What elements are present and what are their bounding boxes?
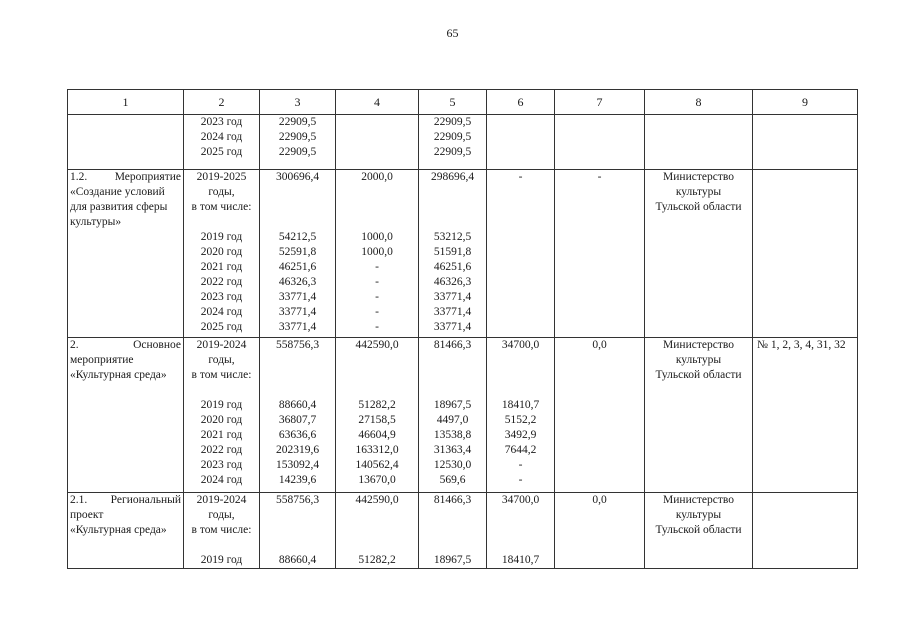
column-header: 5 bbox=[419, 90, 487, 115]
cell-line: 34700,0 bbox=[501, 339, 540, 351]
cell-federal bbox=[336, 338, 419, 493]
cell-line: 140562,4 bbox=[355, 459, 399, 471]
cell-name bbox=[68, 493, 184, 569]
cell-line: Тульской области bbox=[655, 524, 742, 536]
cell-line bbox=[262, 368, 333, 383]
cell-line: годы, bbox=[208, 186, 235, 198]
cell-line: 14239,6 bbox=[278, 474, 317, 486]
cell-line: 3492,9 bbox=[504, 429, 537, 441]
column-number-row bbox=[68, 90, 858, 115]
cell-line bbox=[338, 383, 416, 398]
column-header: 1 bbox=[68, 90, 184, 115]
cell-line: в том числе: bbox=[191, 369, 252, 381]
cell-line: 2024 год bbox=[200, 306, 243, 318]
cell-total bbox=[260, 170, 336, 338]
cell-line bbox=[262, 383, 333, 398]
cell-executor bbox=[645, 338, 753, 493]
cell-line bbox=[338, 115, 416, 130]
cell-line bbox=[421, 200, 484, 215]
cell-line: 53212,5 bbox=[433, 231, 472, 243]
cell-line: 54212,5 bbox=[278, 231, 317, 243]
cell-line: 2025 год bbox=[200, 321, 243, 333]
cell-line: 22909,5 bbox=[433, 131, 472, 143]
cell-regional bbox=[419, 115, 487, 170]
cell-line: 2019-2024 bbox=[196, 494, 247, 506]
cell-line bbox=[489, 383, 552, 398]
cell-extra bbox=[555, 493, 645, 569]
cell-line: 88660,4 bbox=[278, 554, 317, 566]
cell-local bbox=[487, 170, 555, 338]
cell-name bbox=[68, 338, 184, 493]
cell-line: 46251,6 bbox=[278, 261, 317, 273]
cell-line: 2025 год bbox=[200, 146, 243, 158]
cell-line: - bbox=[518, 171, 523, 183]
cell-line bbox=[421, 368, 484, 383]
cell-line bbox=[338, 523, 416, 538]
cell-line: 2019 год bbox=[200, 554, 243, 566]
cell-line: 34700,0 bbox=[501, 494, 540, 506]
table-row bbox=[68, 493, 858, 569]
cell-line: 33771,4 bbox=[433, 321, 472, 333]
cell-line: 81466,3 bbox=[433, 339, 472, 351]
column-header: 6 bbox=[487, 90, 555, 115]
cell-line: «Создание условий bbox=[70, 186, 165, 198]
cell-line: - bbox=[375, 291, 379, 303]
cell-line: 81466,3 bbox=[433, 494, 472, 506]
cell-line: в том числе: bbox=[191, 201, 252, 213]
cell-line bbox=[421, 508, 484, 523]
cell-line: 46251,6 bbox=[433, 261, 472, 273]
cell-line: 33771,4 bbox=[433, 291, 472, 303]
cell-regional bbox=[419, 493, 487, 569]
cell-line: «Культурная среда» bbox=[70, 369, 167, 381]
cell-line: культуры bbox=[675, 186, 722, 198]
cell-line: 2020 год bbox=[200, 414, 243, 426]
cell-line: 2. Основное bbox=[70, 339, 181, 351]
cell-line: 33771,4 bbox=[278, 306, 317, 318]
column-header: 3 bbox=[260, 90, 336, 115]
cell-line: 7644,2 bbox=[504, 444, 537, 456]
cell-executor bbox=[645, 115, 753, 170]
cell-line bbox=[421, 383, 484, 398]
cell-name bbox=[68, 115, 184, 170]
cell-line: 2022 год bbox=[200, 444, 243, 456]
cell-line: мероприятие bbox=[70, 354, 134, 366]
cell-line: культуры bbox=[675, 354, 722, 366]
table-row bbox=[68, 170, 858, 338]
cell-line: Министерство bbox=[663, 494, 734, 506]
cell-line: 569,6 bbox=[439, 474, 466, 486]
cell-line bbox=[186, 215, 257, 230]
cell-line bbox=[262, 508, 333, 523]
cell-line bbox=[186, 383, 257, 398]
cell-line: для развития сферы bbox=[70, 201, 168, 213]
cell-line: 558756,3 bbox=[275, 494, 320, 506]
cell-local bbox=[487, 115, 555, 170]
cell-line: 2024 год bbox=[200, 131, 243, 143]
cell-line: проект bbox=[70, 509, 104, 521]
cell-line bbox=[338, 215, 416, 230]
cell-federal bbox=[336, 115, 419, 170]
cell-line: 46604,9 bbox=[358, 429, 396, 441]
cell-line bbox=[421, 353, 484, 368]
cell-line: 558756,3 bbox=[275, 339, 320, 351]
cell-line: 46326,3 bbox=[433, 276, 472, 288]
cell-line bbox=[262, 538, 333, 553]
cell-executor bbox=[645, 170, 753, 338]
cell-indicators bbox=[753, 338, 858, 493]
cell-line bbox=[338, 353, 416, 368]
cell-line: 1.2. Мероприятие bbox=[70, 171, 181, 183]
cell-line: Тульской области bbox=[655, 369, 742, 381]
cell-line: 88660,4 bbox=[278, 399, 317, 411]
cell-line: - bbox=[375, 306, 379, 318]
cell-line bbox=[262, 523, 333, 538]
cell-line: 13538,8 bbox=[433, 429, 472, 441]
cell-line bbox=[489, 368, 552, 383]
cell-line bbox=[421, 523, 484, 538]
cell-line: 2023 год bbox=[200, 459, 243, 471]
cell-line bbox=[338, 200, 416, 215]
cell-extra bbox=[555, 115, 645, 170]
cell-line bbox=[338, 368, 416, 383]
cell-line: 12530,0 bbox=[433, 459, 472, 471]
cell-regional bbox=[419, 338, 487, 493]
cell-line: 2020 год bbox=[200, 246, 243, 258]
cell-line: культуры» bbox=[70, 216, 122, 228]
cell-line: 33771,4 bbox=[433, 306, 472, 318]
cell-line bbox=[262, 215, 333, 230]
cell-line: - bbox=[375, 261, 379, 273]
cell-extra bbox=[555, 170, 645, 338]
cell-line: Тульской области bbox=[655, 201, 742, 213]
cell-regional bbox=[419, 170, 487, 338]
cell-local bbox=[487, 493, 555, 569]
cell-period bbox=[184, 493, 260, 569]
cell-line: 46326,3 bbox=[278, 276, 317, 288]
cell-line: 2021 год bbox=[200, 261, 243, 273]
table-row bbox=[68, 115, 858, 170]
cell-line: 0,0 bbox=[592, 339, 607, 351]
cell-line: 2023 год bbox=[200, 291, 243, 303]
cell-line: 22909,5 bbox=[278, 146, 317, 158]
cell-line: - bbox=[518, 459, 523, 471]
cell-total bbox=[260, 493, 336, 569]
cell-line: 1000,0 bbox=[361, 231, 393, 243]
cell-line: 36807,7 bbox=[278, 414, 317, 426]
cell-name bbox=[68, 170, 184, 338]
cell-line: 298696,4 bbox=[430, 171, 475, 183]
cell-period bbox=[184, 170, 260, 338]
cell-line bbox=[421, 185, 484, 200]
cell-line: 27158,5 bbox=[358, 414, 396, 426]
column-header: 7 bbox=[555, 90, 645, 115]
cell-line bbox=[489, 523, 552, 538]
cell-line bbox=[338, 185, 416, 200]
cell-federal bbox=[336, 493, 419, 569]
cell-line: 22909,5 bbox=[433, 116, 472, 128]
cell-line: 4497,0 bbox=[436, 414, 469, 426]
cell-line bbox=[338, 508, 416, 523]
cell-line bbox=[421, 538, 484, 553]
cell-line bbox=[421, 215, 484, 230]
cell-period bbox=[184, 115, 260, 170]
cell-line: 18967,5 bbox=[433, 554, 472, 566]
cell-line: 51282,2 bbox=[358, 554, 396, 566]
cell-line bbox=[186, 538, 257, 553]
cell-line bbox=[262, 353, 333, 368]
cell-line: 442590,0 bbox=[355, 339, 399, 351]
cell-line: 2000,0 bbox=[361, 171, 393, 183]
cell-line: 300696,4 bbox=[275, 171, 320, 183]
cell-line: 163312,0 bbox=[355, 444, 399, 456]
cell-line: 18410,7 bbox=[501, 554, 540, 566]
cell-line: 5152,2 bbox=[504, 414, 537, 426]
cell-line bbox=[489, 508, 552, 523]
cell-line bbox=[338, 145, 416, 160]
page-number: 65 bbox=[446, 26, 459, 40]
column-header: 9 bbox=[753, 90, 858, 115]
cell-executor bbox=[645, 493, 753, 569]
cell-indicators bbox=[753, 493, 858, 569]
cell-line: в том числе: bbox=[191, 524, 252, 536]
cell-line: Министерство bbox=[663, 339, 734, 351]
cell-line: 2019-2024 bbox=[196, 339, 247, 351]
cell-line: 202319,6 bbox=[275, 444, 320, 456]
cell-line: 0,0 bbox=[592, 494, 607, 506]
cell-line: 2022 год bbox=[200, 276, 243, 288]
cell-line: 2019 год bbox=[200, 231, 243, 243]
cell-extra bbox=[555, 338, 645, 493]
table-body bbox=[68, 115, 858, 569]
cell-line: 13670,0 bbox=[358, 474, 396, 486]
cell-line: Министерство bbox=[663, 171, 734, 183]
cell-line bbox=[262, 185, 333, 200]
cell-line bbox=[262, 200, 333, 215]
cell-federal bbox=[336, 170, 419, 338]
cell-line: 2019-2025 bbox=[196, 171, 247, 183]
cell-total bbox=[260, 115, 336, 170]
cell-line: 33771,4 bbox=[278, 291, 317, 303]
cell-line: № 1, 2, 3, 4, 31, 32 bbox=[757, 339, 846, 351]
cell-line bbox=[489, 538, 552, 553]
cell-line: 18967,5 bbox=[433, 399, 472, 411]
cell-line: «Культурная среда» bbox=[70, 524, 167, 536]
cell-line: 51591,8 bbox=[433, 246, 472, 258]
table-row bbox=[68, 338, 858, 493]
cell-line: 2023 год bbox=[200, 116, 243, 128]
column-header: 4 bbox=[336, 90, 419, 115]
cell-period bbox=[184, 338, 260, 493]
cell-total bbox=[260, 338, 336, 493]
cell-line: - bbox=[375, 276, 379, 288]
cell-line: 18410,7 bbox=[501, 399, 540, 411]
program-funding-table bbox=[67, 89, 858, 569]
cell-line: годы, bbox=[208, 354, 235, 366]
cell-line: 2.1. Региональный bbox=[70, 494, 181, 506]
cell-line: 2021 год bbox=[200, 429, 243, 441]
cell-line: 33771,4 bbox=[278, 321, 317, 333]
cell-line: годы, bbox=[208, 509, 235, 521]
cell-line bbox=[338, 130, 416, 145]
cell-line: - bbox=[375, 321, 379, 333]
cell-line: 2024 год bbox=[200, 474, 243, 486]
cell-line: 22909,5 bbox=[278, 131, 317, 143]
cell-line: 22909,5 bbox=[433, 146, 472, 158]
cell-line: - bbox=[518, 474, 523, 486]
cell-line: 63636,6 bbox=[278, 429, 317, 441]
cell-line bbox=[489, 353, 552, 368]
cell-line: - bbox=[597, 171, 602, 183]
cell-local bbox=[487, 338, 555, 493]
cell-line: 51282,2 bbox=[358, 399, 396, 411]
cell-line: культуры bbox=[675, 509, 722, 521]
cell-line: 52591,8 bbox=[278, 246, 317, 258]
column-header: 2 bbox=[184, 90, 260, 115]
cell-indicators bbox=[753, 115, 858, 170]
cell-line: 31363,4 bbox=[433, 444, 472, 456]
cell-line: 442590,0 bbox=[355, 494, 399, 506]
column-header: 8 bbox=[645, 90, 753, 115]
cell-line: 22909,5 bbox=[278, 116, 317, 128]
cell-line bbox=[338, 538, 416, 553]
cell-line: 153092,4 bbox=[275, 459, 320, 471]
cell-line: 1000,0 bbox=[361, 246, 393, 258]
cell-line: 2019 год bbox=[200, 399, 243, 411]
cell-indicators bbox=[753, 170, 858, 338]
